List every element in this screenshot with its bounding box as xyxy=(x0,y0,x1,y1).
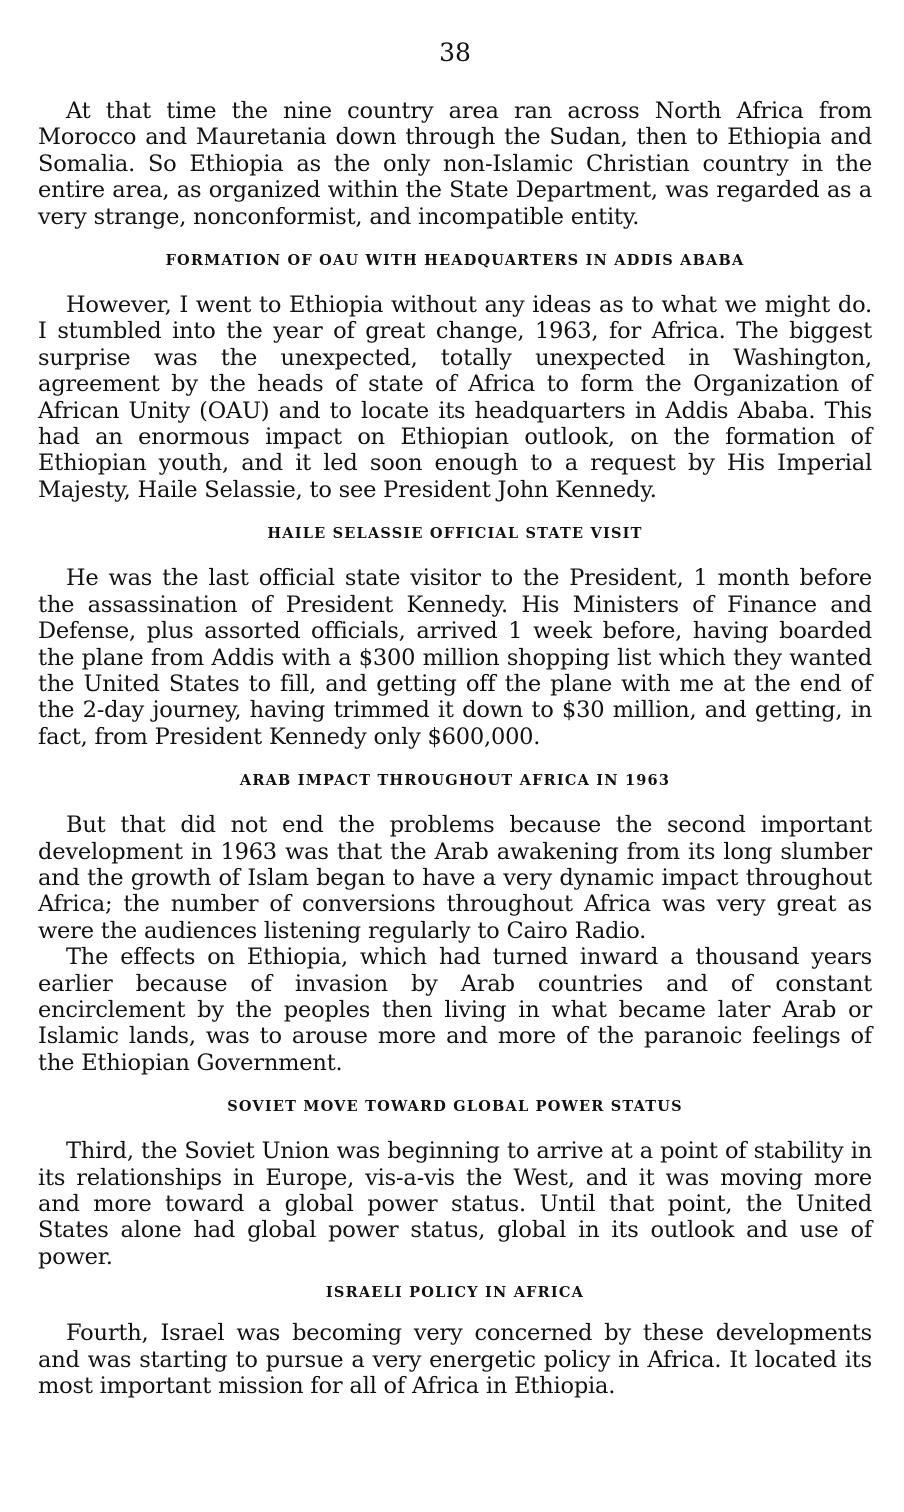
paragraph-arab-impact: But that did not end the problems because the second important development in 1963 was that the Arab awakening from its long slumber and the growth of Islam began to have a very dynamic impact throughout Africa; the number of conversions throughout Africa was very great as were the audiences listening regularly to Cairo Radio. xyxy=(38,812,872,944)
document-page xyxy=(38,38,872,1399)
paragraph-state-visit: He was the last official state visitor to the President, 1 month before the assassination of President Kennedy. His Ministers of Finance and Defense, plus assorted officials, arrived 1 week before, having boarded the plane from Addis with a $300 million shopping list which they wanted the United States to fill, and getting off the plane with me at the end of the 2-day journey, having trimmed it down to $30 million, and getting, in fact, from President Kennedy only $600,000. xyxy=(38,565,872,750)
paragraph-nine-country-area: At that time the nine country area ran across North Africa from Morocco and Mauretania down through the Sudan, then to Ethiopia and Somalia. So Ethiopia as the only non-Islamic Christian country in the entire area, as organized within the State Department, was regarded as a very strange, nonconformist, and incompatible entity. xyxy=(38,98,872,230)
section-heading-soviet-move: SOVIET MOVE TOWARD GLOBAL POWER STATUS xyxy=(227,1098,683,1116)
paragraph-oau-formation: However, I went to Ethiopia without any ideas as to what we might do. I stumbled into the year of great change, 1963, for Africa. The biggest surprise was the unexpected, totally unexpected in Washington, agreement by the heads of state of Africa to form the Organization of African Unity (OAU) and to locate its headquarters in Addis Ababa. This had an enormous impact on Ethiopian outlook, on the formation of Ethiopian youth, and it led soon enough to a request by His Imperial Majesty, Haile Selassie, to see President John Kennedy. xyxy=(38,292,872,503)
paragraph-soviet-move: Third, the Soviet Union was beginning to arrive at a point of stability in its relationships in Europe, vis-a-vis the West, and it was moving more and more toward a global power status. Until that point, the United States alone had global power status, global in its outlook and use of power. xyxy=(38,1138,872,1270)
paragraph-israeli-policy: Fourth, Israel was becoming very concerned by these developments and was starting to pursue a very energetic policy in Africa. It located its most important mission for all of Africa in Ethiopia. xyxy=(38,1320,872,1400)
paragraph-ethiopia-effects: The effects on Ethiopia, which had turned inward a thousand years earlier because of invasion by Arab countries and of constant encirclement by the peoples then living in what became later Arab or Islamic lands, was to arouse more and more of the paranoic feelings of the Ethiopian Government. xyxy=(38,944,872,1076)
page-number: 38 xyxy=(439,38,471,67)
section-heading-oau-formation: FORMATION OF OAU WITH HEADQUARTERS IN ADDIS ABABA xyxy=(165,252,745,270)
section-heading-arab-impact: ARAB IMPACT THROUGHOUT AFRICA IN 1963 xyxy=(239,772,671,790)
section-heading-state-visit: HAILE SELASSIE OFFICIAL STATE VISIT xyxy=(267,525,643,543)
section-heading-israeli-policy: ISRAELI POLICY IN AFRICA xyxy=(325,1284,585,1302)
